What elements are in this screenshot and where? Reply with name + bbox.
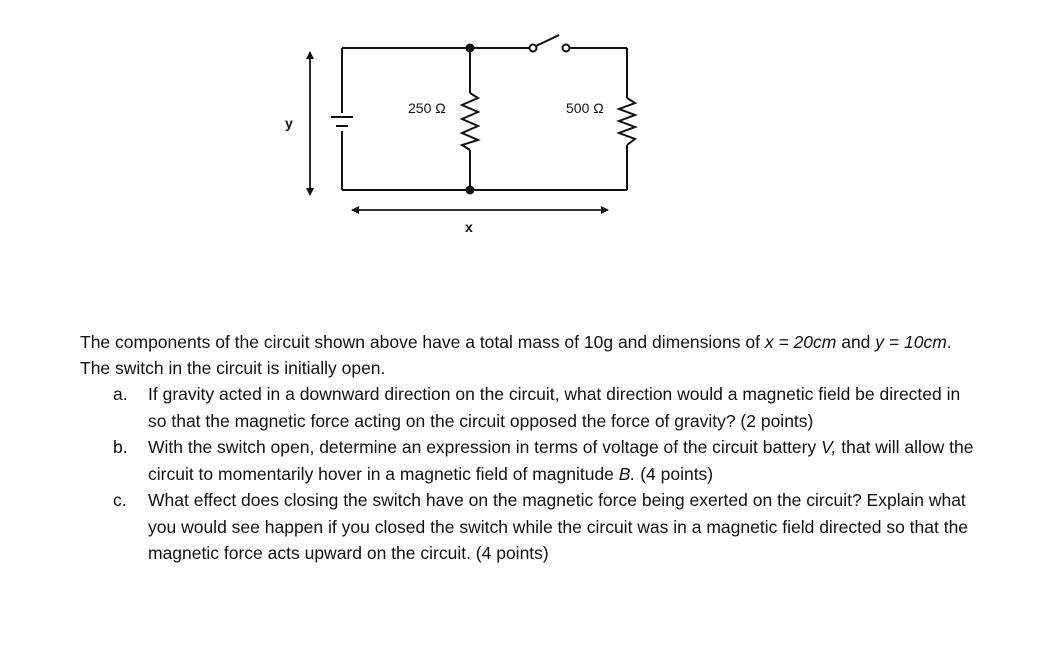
question-c-letter: c. [113, 490, 127, 510]
question-a-letter: a. [113, 384, 128, 404]
circuit-diagram [0, 0, 1053, 270]
x-dimension-label: x [465, 219, 473, 235]
resistor-250-label: 250 Ω [408, 100, 446, 116]
question-list [80, 381, 980, 567]
question-b-text-part2: that will allow the circuit to momentarily hover in a magnetic field of magnitude [148, 437, 974, 484]
intro-text-part1: The components of the circuit shown above have a total mass of 10g and dimensions of [80, 331, 765, 352]
question-c [80, 487, 980, 567]
circuit-wires [342, 48, 627, 190]
question-b-text [148, 434, 978, 487]
question-c-text: What effect does closing the switch have on the magnetic force being exerted on the circuit? Explain what you would see happen if you closed the switch while the circuit was in a magnetic field directed so that the magnetic force acts upward on the circuit. (4 points) [148, 490, 969, 563]
question-a-text: If gravity acted in a downward direction on the circuit, what direction would a magnetic field be directed in so that the magnetic force acting on the circuit opposed the force of gravity? (2 points) [148, 384, 961, 431]
intro-text-part3: . The switch in the circuit is initially open. [80, 331, 952, 378]
y-dimension-label: y [285, 115, 293, 131]
junction-top [466, 44, 475, 53]
intro-text-part2: and [836, 331, 876, 352]
question-a [80, 381, 980, 434]
junction-bottom [466, 186, 475, 195]
battery-symbol [328, 113, 356, 131]
question-b [80, 434, 980, 487]
question-b-text-part3: (4 points) [635, 463, 714, 484]
switch-symbol [530, 35, 570, 52]
y-dimension-value: y = 10cm [875, 331, 947, 352]
question-b-text-part1: With the switch open, determine an expression in terms of voltage of the circuit battery [148, 437, 822, 457]
resistor-500-symbol [619, 98, 635, 145]
field-variable: B. [618, 463, 636, 484]
resistor-250-symbol [462, 93, 478, 150]
intro-paragraph [80, 329, 980, 382]
resistor-500-label: 500 Ω [566, 100, 604, 116]
x-dimension-value: x = 20cm [764, 331, 837, 352]
voltage-variable: V, [821, 437, 837, 457]
question-b-letter: b. [113, 437, 128, 457]
